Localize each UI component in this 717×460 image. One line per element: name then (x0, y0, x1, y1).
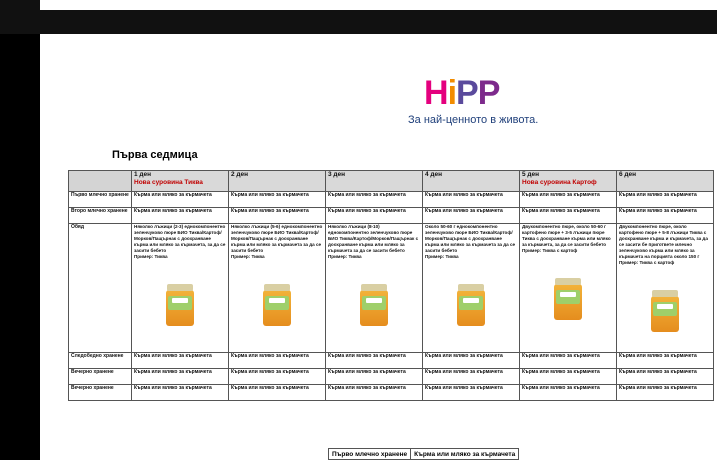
meal-cell: Кърма или мляко за кърмачета (229, 353, 326, 369)
day-header-row (69, 171, 714, 192)
meal-cell: Кърма или мляко за кърмачета (520, 208, 617, 224)
meal-cell: Кърма или мляко за кърмачета (326, 192, 423, 208)
meal-cell: Кърма или мляко за кърмачета (617, 208, 714, 224)
lunch-example: Пример: Тиква (134, 254, 168, 259)
lunch-cell (520, 224, 617, 353)
row-label: Първо млечно хранене (69, 192, 132, 208)
summary-value: Кърма или мляко за кърмачета (411, 449, 519, 460)
meal-cell: Кърма или мляко за кърмачета (326, 369, 423, 385)
evening-row-1 (69, 369, 714, 385)
puree-jar-image (457, 284, 485, 326)
lunch-cell (617, 224, 714, 353)
lunch-example: Пример: Тиква (425, 254, 459, 259)
row-label: Следобедно хранене (69, 353, 132, 369)
lunch-description: Около 50-60 г еднокомпонентно зеленчуково пюре БИО Тиква/Картоф/Морков/Пащърнак с доохранване кърма или мляко за кърмачета за да се засити бебето (425, 224, 516, 253)
lunch-row (69, 224, 714, 353)
meal-cell: Кърма или мляко за кърмачета (520, 369, 617, 385)
lunch-description: Няколко лъжици (5-6) еднокомпонентно зеленчуково пюре БИО Тиква/Картоф/Морков/Пащърнак с доохранване кърма или мляко за кърмачета за да се засити бебето (231, 224, 323, 253)
meal-cell: Кърма или мляко за кърмачета (520, 353, 617, 369)
lunch-description: Двукомпонентно пюре, около 50-60 г картофено пюре + 3-5 лъжици пюре Тиква с доохранване кърма или мляко за кърмачета, за да се засити бебето (522, 224, 611, 247)
meal-cell: Кърма или мляко за кърмачета (326, 353, 423, 369)
meal-cell: Кърма или мляко за кърмачета (617, 353, 714, 369)
meal-cell: Кърма или мляко за кърмачета (423, 353, 520, 369)
week-title: Първа седмица (112, 149, 198, 161)
lunch-example: Пример: Тиква (328, 254, 362, 259)
day-header: 4 ден (423, 171, 520, 192)
lunch-example: Пример: Тиква с картоф (619, 260, 675, 265)
day-header: 5 ден Нова суровина Картоф (520, 171, 617, 192)
meal-cell: Кърма или мляко за кърмачета (132, 353, 229, 369)
meal-cell: Кърма или мляко за кърмачета (617, 369, 714, 385)
puree-jar-image (263, 284, 291, 326)
lunch-example: Пример: Тиква (231, 254, 265, 259)
row-label: Вечерно хранене (69, 369, 132, 385)
meal-cell: Кърма или мляко за кърмачета (132, 208, 229, 224)
second-milk-row (69, 208, 714, 224)
meal-cell: Кърма или мляко за кърмачета (229, 385, 326, 401)
row-label: Вечерно хранене (69, 385, 132, 401)
meal-cell: Кърма или мляко за кърмачета (520, 385, 617, 401)
meal-cell: Кърма или мляко за кърмачета (423, 369, 520, 385)
lunch-description: Двукомпонентно пюре, около картофено пюре + 5-8 лъжици Тиква с доохранване кърма и кърмачета, за да се засити бе пригответе млечно зеленчуково кърма или мляко за кърмачета на порцията около 150 г (619, 224, 708, 259)
lunch-example: Пример: Тиква с картоф (522, 248, 578, 253)
feeding-plan-table (68, 170, 714, 401)
lunch-description: Няколко лъжици (8-10) еднокомпонентно зеленчуково пюре БИО Тиква/Картоф/Морков/Пащърнак с доохранване кърма или мляко за кърмачета за да се засити бебето (328, 224, 419, 253)
day-header: 3 ден (326, 171, 423, 192)
row-label: Второ млечно хранене (69, 208, 132, 224)
meal-cell: Кърма или мляко за кърмачета (423, 385, 520, 401)
lunch-description: Няколко лъжици (2-3) еднокомпонентно зеленчуково пюре БИО Тиква/Картоф/Морков/Пащърнак с доохранване кърма или мляко за кърмачета, за да се засити бебето (134, 224, 226, 253)
row-label: Обяд (69, 224, 132, 353)
afternoon-row (69, 353, 714, 369)
meal-cell: Кърма или мляко за кърмачета (423, 208, 520, 224)
corner-cell (69, 171, 132, 192)
previous-page-edge (40, 0, 717, 10)
puree-jar-image (651, 290, 679, 332)
day-header: 2 ден (229, 171, 326, 192)
meal-cell: Кърма или мляко за кърмачета (229, 369, 326, 385)
next-table-preview (328, 448, 519, 460)
meal-cell: Кърма или мляко за кърмачета (132, 369, 229, 385)
meal-cell: Кърма или мляко за кърмачета (617, 192, 714, 208)
first-milk-row (69, 192, 714, 208)
brand-tagline: За най-ценното в живота. (408, 114, 539, 126)
puree-jar-image (360, 284, 388, 326)
meal-cell: Кърма или мляко за кърмачета (520, 192, 617, 208)
meal-cell: Кърма или мляко за кърмачета (132, 192, 229, 208)
lunch-cell (326, 224, 423, 353)
day-header: 1 ден Нова суровина Тиква (132, 171, 229, 192)
hipp-logo: HiPP (424, 74, 500, 112)
lunch-cell (132, 224, 229, 353)
meal-cell: Кърма или мляко за кърмачета (229, 208, 326, 224)
puree-jar-image (554, 278, 582, 320)
meal-cell: Кърма или мляко за кърмачета (326, 385, 423, 401)
document-page (40, 34, 717, 460)
viewer-top-bar (0, 0, 717, 34)
lunch-cell (423, 224, 520, 353)
lunch-cell (229, 224, 326, 353)
evening-row-2 (69, 385, 714, 401)
puree-jar-image (166, 284, 194, 326)
meal-cell: Кърма или мляко за кърмачета (423, 192, 520, 208)
meal-cell: Кърма или мляко за кърмачета (132, 385, 229, 401)
meal-cell: Кърма или мляко за кърмачета (617, 385, 714, 401)
meal-cell: Кърма или мляко за кърмачета (229, 192, 326, 208)
day-header: 6 ден (617, 171, 714, 192)
meal-cell: Кърма или мляко за кърмачета (326, 208, 423, 224)
summary-meal-label: Първо млечно хранене (329, 449, 411, 460)
